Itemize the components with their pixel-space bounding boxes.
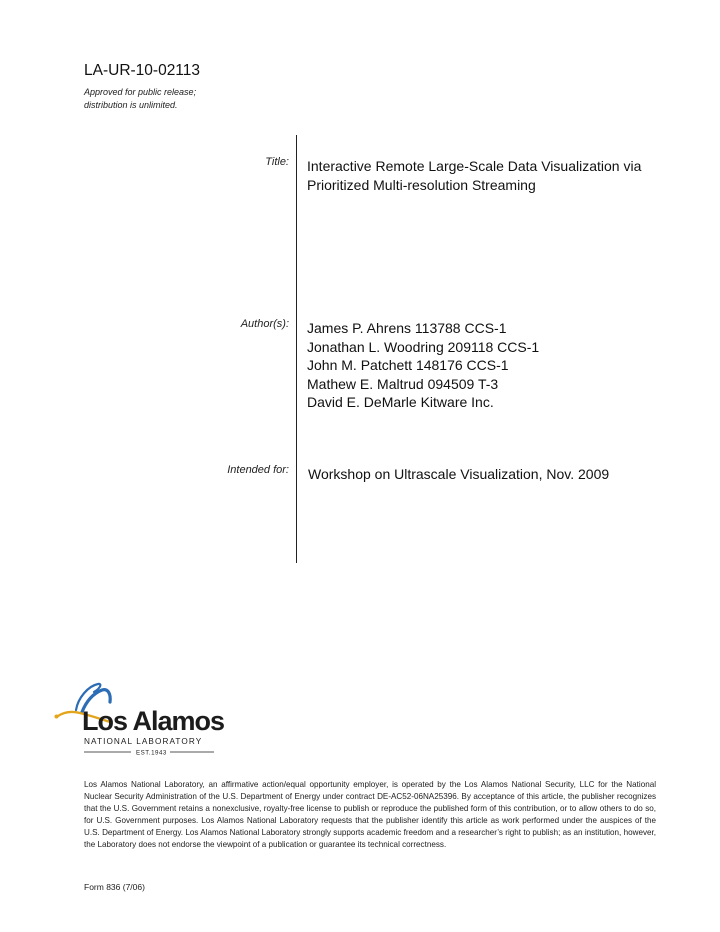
vertical-divider xyxy=(296,135,297,563)
author-entry: Mathew E. Maltrud 094509 T-3 xyxy=(307,375,499,392)
form-number: Form 836 (7/06) xyxy=(84,882,145,892)
logo-subtitle: NATIONAL LABORATORY xyxy=(84,737,203,746)
intended-for-label: Intended for: xyxy=(227,464,289,476)
author-entry: John M. Patchett 148176 CCS-1 xyxy=(307,357,509,373)
title-line: Prioritized Multi-resolution Streaming xyxy=(307,176,536,193)
intended-for-value: Workshop on Ultrascale Visualization, Nov. 2009 xyxy=(308,466,610,482)
release-note-line: distribution is unlimited. xyxy=(84,100,178,110)
disclaimer-text: Los Alamos National Laboratory, an affirmative action/equal opportunity employer, is operated by the Los Alamos National Security, LLC for the National Nuclear Security Administration of the U.S. Department of Energy under contract DE-AC52-06NA25396. By acceptance of this article, the publisher recognizes that the U.S. Government retains a nonexclusive, royalty-free license to publish or reproduce the published form of this contribution, or to allow others to do so, for U.S. Government purposes. Los Alamos National Laboratory requests that the publisher identify this article as work performed under the auspices of the U.S. Department of Energy. Los Alamos National Laboratory strongly supports academic freedom and a researcher’s right to publish; as an institution, however, the Laboratory does not endorse the viewpoint of a publication or guarantee its technical correctness. xyxy=(84,780,656,849)
release-note xyxy=(84,86,196,112)
release-note-line: Approved for public release; xyxy=(84,87,197,97)
logo-name: Los Alamos xyxy=(82,706,224,736)
title-label: Title: xyxy=(265,156,289,168)
report-number: LA-UR-10-02113 xyxy=(84,62,201,79)
author-entry: James P. Ahrens 113788 CCS-1 xyxy=(307,320,507,336)
title-value xyxy=(307,157,641,194)
logo-established: EST.1943 xyxy=(136,749,167,757)
authors-list xyxy=(307,319,539,412)
author-entry: David E. DeMarle Kitware Inc. xyxy=(307,394,494,410)
los-alamos-logo xyxy=(54,680,224,760)
authors-label: Author(s): xyxy=(240,318,289,330)
title-line: Interactive Remote Large-Scale Data Visualization via xyxy=(307,158,642,174)
author-entry: Jonathan L. Woodring 209118 CCS-1 xyxy=(307,338,540,355)
